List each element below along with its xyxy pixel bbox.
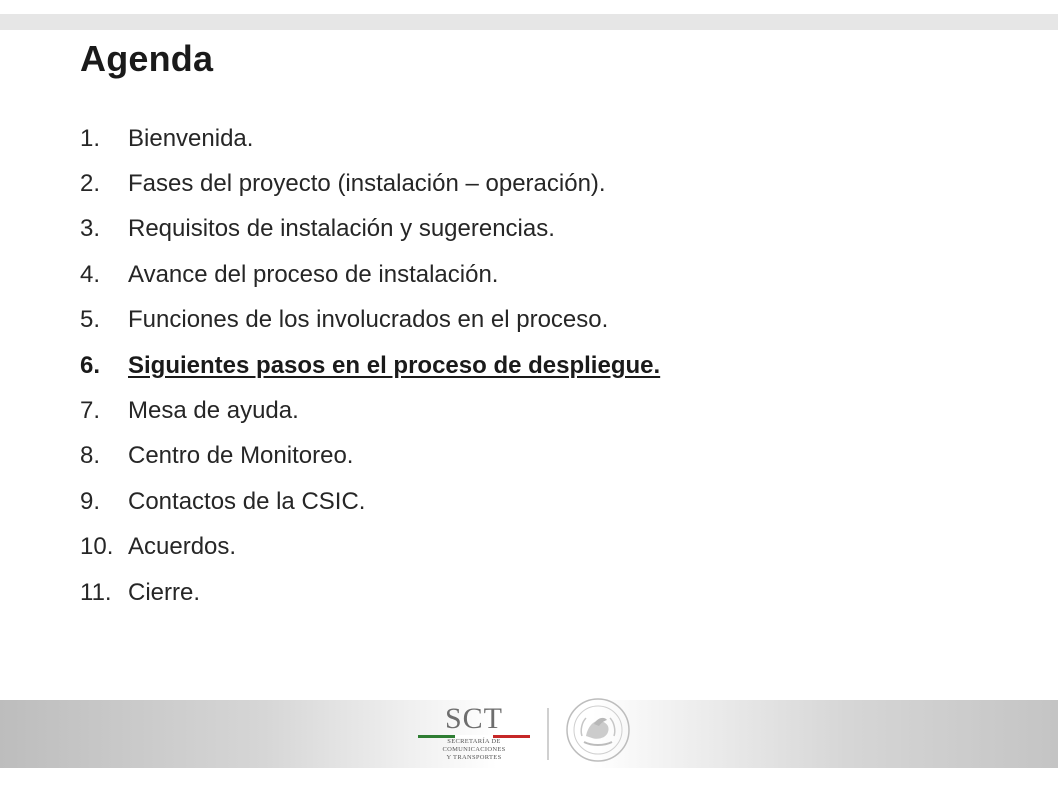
item-number: 5.	[80, 306, 101, 334]
footer-divider	[547, 708, 549, 760]
item-text: Avance del proceso de instalación.	[128, 260, 499, 288]
agenda-item-3	[80, 207, 980, 252]
sct-subtitle-line3: Y TRANSPORTES	[446, 754, 502, 761]
item-number: 4.	[80, 260, 101, 288]
sct-subtitle-line1: SECRETARÍA DE	[447, 738, 501, 745]
sct-logo-text: SCT	[444, 702, 504, 735]
item-text: Acuerdos.	[128, 533, 237, 561]
item-text: Bienvenida.	[128, 124, 254, 152]
item-number: 9.	[80, 487, 101, 515]
item-number: 7.	[80, 397, 101, 425]
item-text: Contactos de la CSIC.	[128, 487, 366, 515]
item-text: Fases del proyecto (instalación – operación).	[128, 170, 606, 198]
item-number: 10.	[80, 533, 114, 561]
agenda-list	[80, 116, 980, 615]
item-number: 3.	[80, 215, 101, 243]
agenda-item-5	[80, 298, 980, 343]
item-number: 11.	[80, 578, 112, 606]
slide-title: Agenda	[80, 38, 214, 79]
item-text: Requisitos de instalación y sugerencias.	[128, 215, 555, 243]
item-text: Siguientes pasos en el proceso de despliegue.	[128, 351, 661, 379]
agenda-item-8	[80, 434, 980, 479]
agenda-item-11	[80, 570, 980, 615]
agenda-item-7	[80, 388, 980, 433]
item-text: Funciones de los involucrados en el proceso.	[128, 306, 609, 334]
item-number: 1.	[80, 124, 101, 152]
top-band	[0, 14, 1058, 30]
sct-logo	[414, 703, 534, 769]
item-text: Centro de Monitoreo.	[128, 442, 354, 470]
item-text: Cierre.	[128, 578, 201, 606]
item-number: 2.	[80, 170, 101, 198]
item-number: 6.	[80, 351, 101, 379]
item-number: 8.	[80, 442, 101, 470]
item-text: Mesa de ayuda.	[128, 397, 299, 425]
agenda-item-10	[80, 525, 980, 570]
agenda-item-2	[80, 161, 980, 206]
agenda-item-9	[80, 479, 980, 524]
agenda-item-4	[80, 252, 980, 297]
agenda-item-1	[80, 116, 980, 161]
national-seal-icon	[564, 696, 632, 764]
agenda-item-6-highlighted	[80, 343, 980, 388]
sct-subtitle-line2: COMUNICACIONES	[442, 746, 506, 753]
